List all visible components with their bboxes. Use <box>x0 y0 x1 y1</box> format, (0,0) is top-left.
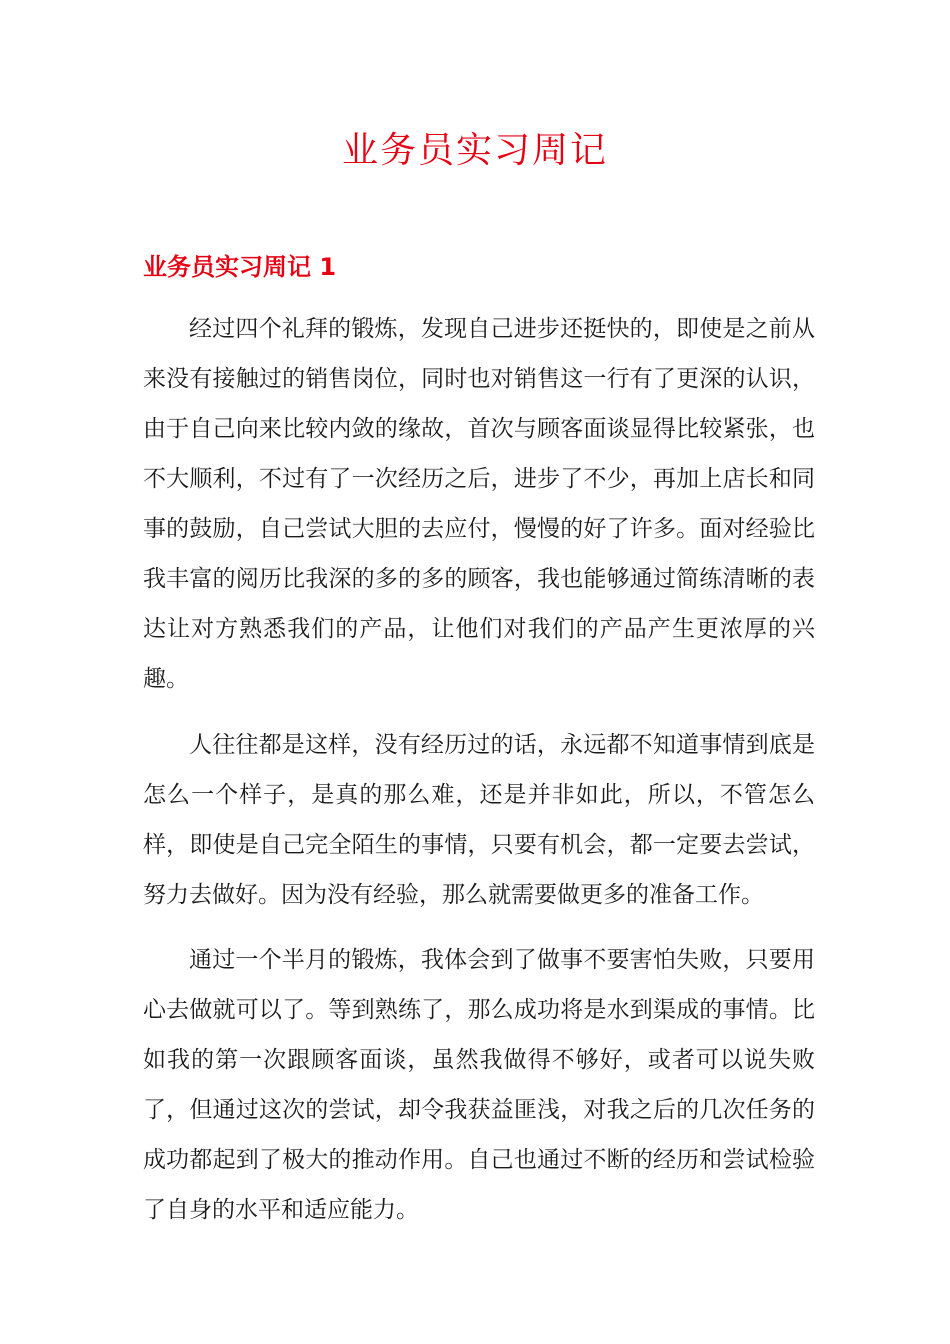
document-title: 业务员实习周记 <box>341 130 608 171</box>
paragraph-1: 经过四个礼拜的锻炼，发现自己进步还挺快的，即使是之前从来没有接触过的销售岗位，同时也对销售这一行有了更深的认识，由于自己向来比较内敛的缘故，首次与顾客面谈显得比较紧张，也不大顺利，不过有了一次经历之后，进步了不少，再加上店长和同事的鼓励，自己尝试大胆的去应付，慢慢的好了许多。面对经验比我丰富的阅历比我深的多的多的顾客，我也能够通过简练清晰的表达让对方熟悉我们的产品，让他们对我们的产品产生更浓厚的兴趣。 <box>143 316 815 692</box>
paragraph-3: 通过一个半月的锻炼，我体会到了做事不要害怕失败，只要用心去做就可以了。等到熟练了，那么成功将是水到渠成的事情。比如我的第一次跟顾客面谈，虽然我做得不够好，或者可以说失败了，但通过这次的尝试，却令我获益匪浅，对我之后的几次任务的成功都起到了极大的推动作用。自己也通过不断的经历和尝试检验了自身的水平和适应能力。 <box>143 947 815 1223</box>
section-heading: 业务员实习周记 1 <box>143 253 337 281</box>
paragraph-2: 人往往都是这样，没有经历过的话，永远都不知道事情到底是怎么一个样子，是真的那么难，还是并非如此，所以，不管怎么样，即使是自己完全陌生的事情，只要有机会，都一定要去尝试，努力去做好。因为没有经验，那么就需要做更多的准备工作。 <box>143 732 815 908</box>
